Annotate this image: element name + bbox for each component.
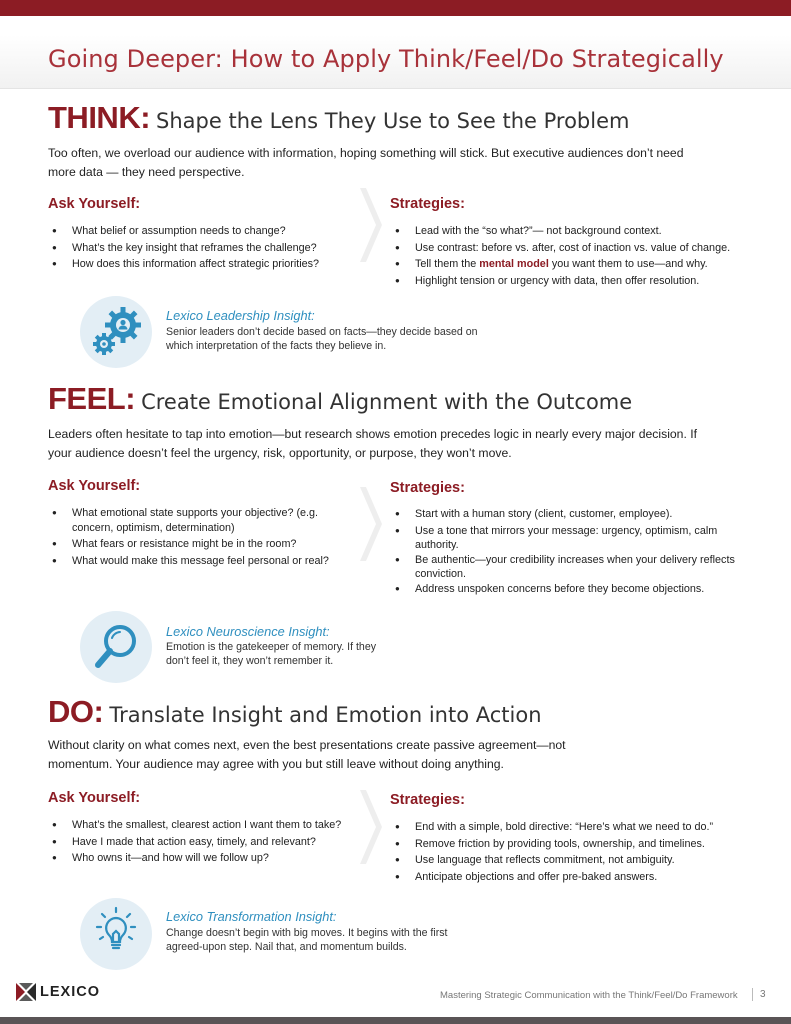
do-word: DO: xyxy=(48,694,104,729)
text-fragment: you want them to use—and why. xyxy=(548,258,708,270)
list-item: ● What’s the smallest, clearest action I want them to take? xyxy=(52,818,352,833)
list-item: ● Use a tone that mirrors your message: urgency, optimism, calm authority. xyxy=(395,524,735,553)
list-item: ● What would make this message feel personal or real? xyxy=(52,554,342,569)
do-ask-title: Ask Yourself: xyxy=(48,790,141,806)
do-insight-text: Change doesn’t begin with big moves. It begins with the first agreed-upon step. Nail that, and momentum builds. xyxy=(166,927,448,953)
highlight-mental-model: mental model xyxy=(479,258,549,270)
think-subtitle: Shape the Lens They Use to See the Problem xyxy=(156,109,630,133)
magnifier-icon xyxy=(80,611,152,683)
do-subtitle: Translate Insight and Emotion into Action xyxy=(109,703,542,727)
bottom-bar xyxy=(0,1017,791,1024)
think-word: THINK: xyxy=(48,100,151,135)
list-item: ● Highlight tension or urgency with data, then offer resolution. xyxy=(395,274,755,289)
feel-ask-list xyxy=(52,506,342,570)
lightbulb-icon xyxy=(80,898,152,970)
gears-icon xyxy=(80,296,152,368)
feel-strategies-list xyxy=(395,507,735,598)
footer-document-title: Mastering Strategic Communication with the Think/Feel/Do Framework xyxy=(440,990,738,1001)
feel-word: FEEL: xyxy=(48,381,136,416)
list-item: ● What belief or assumption needs to change? xyxy=(52,224,352,239)
divider-chevron-icon xyxy=(360,790,382,864)
page-title: Going Deeper: How to Apply Think/Feel/Do Strategically xyxy=(48,45,724,73)
feel-insight-title: Lexico Neuroscience Insight: xyxy=(166,624,330,639)
list-item: ● End with a simple, bold directive: “Here’s what we need to do.” xyxy=(395,820,755,835)
do-heading xyxy=(48,694,542,730)
think-strategies-list xyxy=(395,224,755,290)
list-item: ● Use language that reflects commitment, not ambiguity. xyxy=(395,853,755,868)
list-item: ● Have I made that action easy, timely, and relevant? xyxy=(52,835,352,850)
think-insight-text: Senior leaders don’t decide based on facts—they decide based on which interpretation of the facts they believe in. xyxy=(166,326,478,352)
list-item: ● What’s the key insight that reframes the challenge? xyxy=(52,241,352,256)
feel-insight-text: Emotion is the gatekeeper of memory. If they don’t feel it, they won’t remember it. xyxy=(166,641,377,667)
feel-strategies-title: Strategies: xyxy=(390,480,465,496)
feel-heading xyxy=(48,381,632,417)
do-strategies-list xyxy=(395,820,755,886)
feel-subtitle: Create Emotional Alignment with the Outcome xyxy=(141,390,633,414)
do-strategies-title: Strategies: xyxy=(390,792,465,808)
page-number: 3 xyxy=(760,989,766,1000)
list-item: ● Start with a human story (client, customer, employee). xyxy=(395,507,735,522)
text-fragment: Tell them the xyxy=(415,258,480,270)
lexico-logo-mark-icon xyxy=(16,983,36,1001)
page-header xyxy=(0,35,791,89)
divider-chevron-icon xyxy=(360,487,382,561)
top-accent-bar xyxy=(0,0,791,16)
divider-chevron-icon xyxy=(360,188,382,262)
footer-divider xyxy=(752,988,753,1001)
do-insight-title: Lexico Transformation Insight: xyxy=(166,909,337,924)
list-item: ● What fears or resistance might be in the room? xyxy=(52,537,342,552)
list-item: ● Lead with the “so what?”— not background context. xyxy=(395,224,755,239)
feel-intro: Leaders often hesitate to tap into emotion—but research shows emotion precedes logic in nearly every major decision. If your audience doesn’t feel the urgency, risk, opportunity, or purpose, they won’t move. xyxy=(48,427,697,460)
feel-ask-title: Ask Yourself: xyxy=(48,478,141,494)
list-item: ● Remove friction by providing tools, ownership, and timelines. xyxy=(395,837,755,852)
logo-text: LEXICO xyxy=(40,984,100,1000)
think-ask-list xyxy=(52,224,352,274)
list-item: ● What emotional state supports your objective? (e.g. concern, optimism, determination) xyxy=(52,506,342,535)
list-item: ● How does this information affect strategic priorities? xyxy=(52,257,352,272)
think-ask-title: Ask Yourself: xyxy=(48,196,141,212)
list-item: ● Be authentic—your credibility increases when your delivery reflects conviction. xyxy=(395,553,735,582)
think-insight-title: Lexico Leadership Insight: xyxy=(166,308,315,323)
do-ask-list xyxy=(52,818,352,868)
list-item: ● Use contrast: before vs. after, cost of inaction vs. value of change. xyxy=(395,241,755,256)
think-intro: Too often, we overload our audience with information, hoping something will stick. But executive audiences don’t need more data — they need perspective. xyxy=(48,146,684,179)
do-intro: Without clarity on what comes next, even the best presentations create passive agreement—not momentum. Your audience may agree with you but still leave without doing anything. xyxy=(48,738,566,771)
list-item: ● Address unspoken concerns before they become objections. xyxy=(395,582,735,597)
list-item: ● Anticipate objections and offer pre-baked answers. xyxy=(395,870,755,885)
think-strategies-title: Strategies: xyxy=(390,196,465,212)
list-item xyxy=(395,257,755,272)
list-item: ● Who owns it—and how will we follow up? xyxy=(52,851,352,866)
think-heading xyxy=(48,100,629,136)
